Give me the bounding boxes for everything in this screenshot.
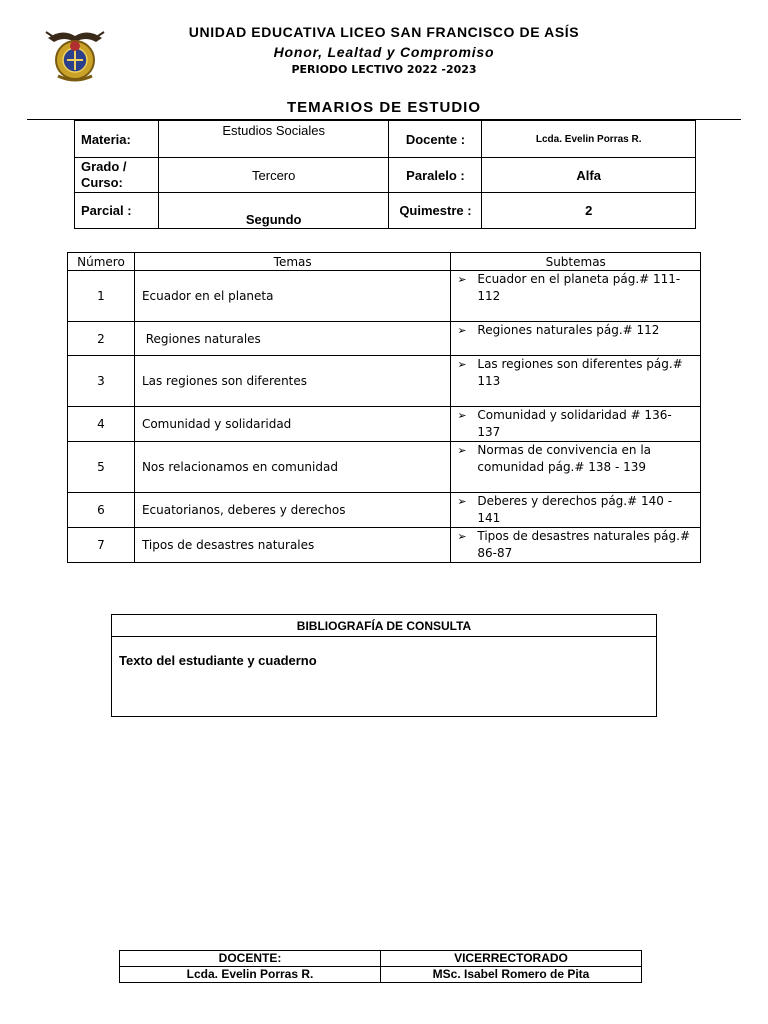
- table-row: [68, 407, 701, 442]
- row-tema: Las regiones son diferentes: [134, 356, 450, 407]
- row-number: 2: [68, 322, 135, 356]
- bullet-arrow-icon: ➢: [457, 273, 467, 286]
- row-tema: Ecuatorianos, deberes y derechos: [134, 493, 450, 528]
- grado-label: Grado / Curso:: [75, 158, 159, 193]
- bullet-arrow-icon: ➢: [457, 324, 467, 337]
- bullet-arrow-icon: ➢: [457, 495, 467, 508]
- row-subtema: Regiones naturales pág.# 112: [477, 323, 660, 337]
- header-temas: Temas: [134, 253, 450, 271]
- course-info-table: [74, 120, 696, 229]
- bibliography-title: BIBLIOGRAFÍA DE CONSULTA: [112, 615, 657, 637]
- row-number: 3: [68, 356, 135, 407]
- row-subtema-cell: [451, 322, 701, 356]
- materia-value: Estudios Sociales: [158, 121, 389, 158]
- row-tema: Nos relacionamos en comunidad: [134, 442, 450, 493]
- row-tema: Tipos de desastres naturales: [134, 528, 450, 563]
- row-subtema-cell: [451, 528, 701, 563]
- bullet-arrow-icon: ➢: [457, 409, 467, 422]
- signature-docente-name: Lcda. Evelin Porras R.: [120, 967, 381, 983]
- row-subtema-cell: [451, 442, 701, 493]
- parcial-label: Parcial :: [75, 193, 159, 229]
- table-row: [68, 356, 701, 407]
- table-row: [68, 528, 701, 563]
- info-row-grado: [75, 158, 696, 193]
- paralelo-label: Paralelo :: [389, 158, 482, 193]
- bullet-arrow-icon: ➢: [457, 530, 467, 543]
- table-row: [68, 322, 701, 356]
- document-title: TEMARIOS DE ESTUDIO: [286, 99, 481, 116]
- topics-header-row: [68, 253, 701, 271]
- bullet-arrow-icon: ➢: [457, 444, 467, 457]
- table-row: [68, 442, 701, 493]
- school-name: UNIDAD EDUCATIVA LICEO SAN FRANCISCO DE ASÍS: [188, 24, 580, 40]
- grado-value: Tercero: [158, 158, 389, 193]
- signature-vice-title: VICERRECTORADO: [381, 951, 642, 967]
- row-subtema-cell: [451, 407, 701, 442]
- bullet-arrow-icon: ➢: [457, 358, 467, 371]
- info-row-materia: [75, 121, 696, 158]
- row-tema: Ecuador en el planeta: [134, 271, 450, 322]
- table-row: [68, 493, 701, 528]
- quimestre-value: 2: [482, 193, 696, 229]
- row-subtema: Normas de convivencia en la comunidad pág.# 138 - 139: [477, 443, 652, 474]
- row-tema: Comunidad y solidaridad: [134, 407, 450, 442]
- row-subtema: Deberes y derechos pág.# 140 - 141: [477, 494, 673, 525]
- row-number: 5: [68, 442, 135, 493]
- row-tema: Regiones naturales: [134, 322, 450, 356]
- school-motto: Honor, Lealtad y Compromiso: [273, 44, 495, 60]
- row-number: 4: [68, 407, 135, 442]
- row-subtema: Tipos de desastres naturales pág.# 86-87: [477, 529, 691, 560]
- quimestre-label: Quimestre :: [389, 193, 482, 229]
- bibliography-body: Texto del estudiante y cuaderno: [112, 637, 657, 717]
- docente-value: Lcda. Evelin Porras R.: [482, 121, 696, 158]
- row-subtema: Las regiones son diferentes pág.# 113: [477, 357, 683, 388]
- row-subtema: Ecuador en el planeta pág.# 111- 112: [477, 272, 681, 303]
- signature-vice-name: MSc. Isabel Romero de Pita: [381, 967, 642, 983]
- table-row: [68, 271, 701, 322]
- school-period: PERIODO LECTIVO 2022 -2023: [291, 63, 477, 76]
- row-number: 1: [68, 271, 135, 322]
- info-row-parcial: [75, 193, 696, 229]
- signature-table: [119, 950, 642, 983]
- materia-label: Materia:: [75, 121, 159, 158]
- row-subtema-cell: [451, 356, 701, 407]
- header-numero: Número: [68, 253, 135, 271]
- parcial-value: Segundo: [158, 193, 389, 229]
- header-subtemas: Subtemas: [451, 253, 701, 271]
- row-number: 7: [68, 528, 135, 563]
- row-subtema-cell: [451, 493, 701, 528]
- row-subtema-cell: [451, 271, 701, 322]
- row-number: 6: [68, 493, 135, 528]
- signature-docente-title: DOCENTE:: [120, 951, 381, 967]
- docente-label: Docente :: [389, 121, 482, 158]
- paralelo-value: Alfa: [482, 158, 696, 193]
- bibliography-table: [111, 614, 657, 717]
- topics-table: [67, 252, 701, 563]
- row-subtema: Comunidad y solidaridad # 136- 137: [477, 408, 672, 439]
